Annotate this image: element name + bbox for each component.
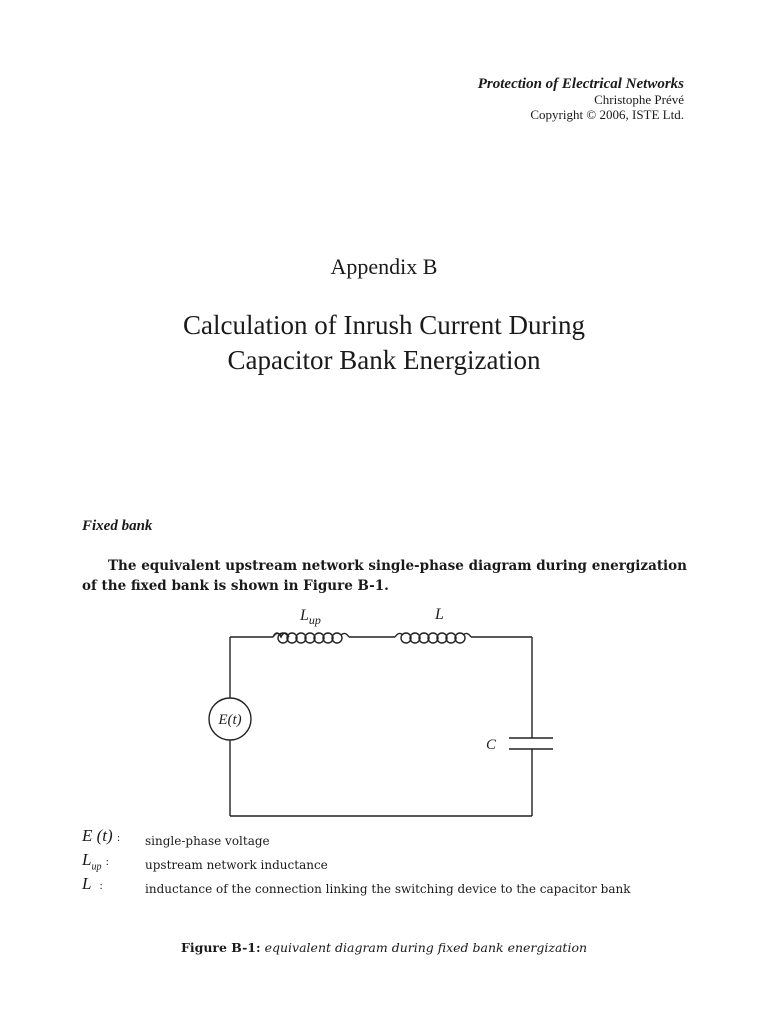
author-name: Christophe Prévé: [594, 92, 684, 108]
definition-upstream-inductance: [82, 850, 687, 874]
page-header: [478, 76, 684, 123]
chapter-title: [0, 308, 768, 378]
inductor-l-coils: [395, 633, 471, 643]
figure-description: equivalent diagram during fixed bank energization: [264, 940, 588, 955]
circuit-diagram: [195, 600, 565, 822]
definitions-list: [82, 826, 687, 918]
label-l: L: [435, 606, 444, 623]
label-capacitor: C: [486, 737, 497, 753]
definition-connection-inductance: [82, 874, 687, 918]
definition-symbol: L :: [82, 874, 103, 893]
chapter-title-line-1: Calculation of Inrush Current During: [183, 310, 585, 340]
definition-voltage: [82, 826, 687, 850]
body-paragraph: The equivalent upstream network single-phase diagram during energization of the fixed bank is shown in Figure B-1.: [82, 558, 687, 594]
figure-caption: [0, 940, 768, 955]
label-source: E(t): [218, 712, 242, 728]
section-heading: Fixed bank: [82, 518, 153, 534]
definition-text: inductance of the connection linking the switching device to the capacitor bank: [145, 882, 631, 896]
definition-text: upstream network inductance: [145, 858, 328, 872]
copyright-line: Copyright © 2006, ISTE Ltd.: [530, 107, 684, 123]
figure-label: Figure B-1:: [180, 940, 261, 955]
appendix-label: Appendix B: [330, 254, 438, 279]
chapter-title-line-2: Capacitor Bank Energization: [227, 345, 541, 376]
label-lup: $L_{up}$: [300, 607, 321, 627]
book-title: Protection of Electrical Networks: [477, 76, 684, 92]
inductor-lup-coils: [273, 633, 349, 643]
definition-text: single-phase voltage: [145, 834, 270, 848]
definition-symbol: $L_{up}$ :: [82, 850, 109, 873]
definition-symbol: E (t) :: [82, 826, 120, 845]
